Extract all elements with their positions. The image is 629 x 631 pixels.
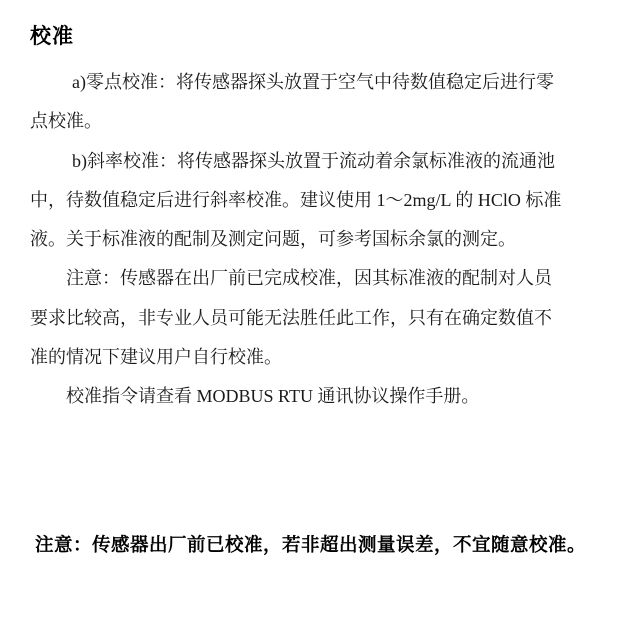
body-line: 点校准。 <box>30 111 102 132</box>
body-line: 液。关于标准液的配制及测定问题，可参考国标余氯的测定。 <box>30 229 516 250</box>
body-line: 要求比较高，非专业人员可能无法胜任此工作，只有在确定数值不 <box>30 307 552 328</box>
body-line: 中，待数值稳定后进行斜率校准。建议使用 1～2mg/L 的 HClO 标准 <box>30 189 562 210</box>
page-title: 校准 <box>30 25 74 49</box>
footnote-warning: 注意：传感器出厂前已校准，若非超出测量误差，不宜随意校准。 <box>35 534 587 555</box>
body-line: a)零点校准：将传感器探头放置于空气中待数值稳定后进行零 <box>72 72 554 92</box>
body-text-block <box>30 63 590 417</box>
body-line: 准的情况下建议用户自行校准。 <box>30 347 282 368</box>
body-line: 校准指令请查看 MODBUS RTU 通讯协议操作手册。 <box>66 386 480 407</box>
body-line: 注意：传感器在出厂前已完成校准，因其标准液的配制对人员 <box>66 268 552 289</box>
body-line: b)斜率校准：将传感器探头放置于流动着余氯标准液的流通池 <box>72 150 555 171</box>
